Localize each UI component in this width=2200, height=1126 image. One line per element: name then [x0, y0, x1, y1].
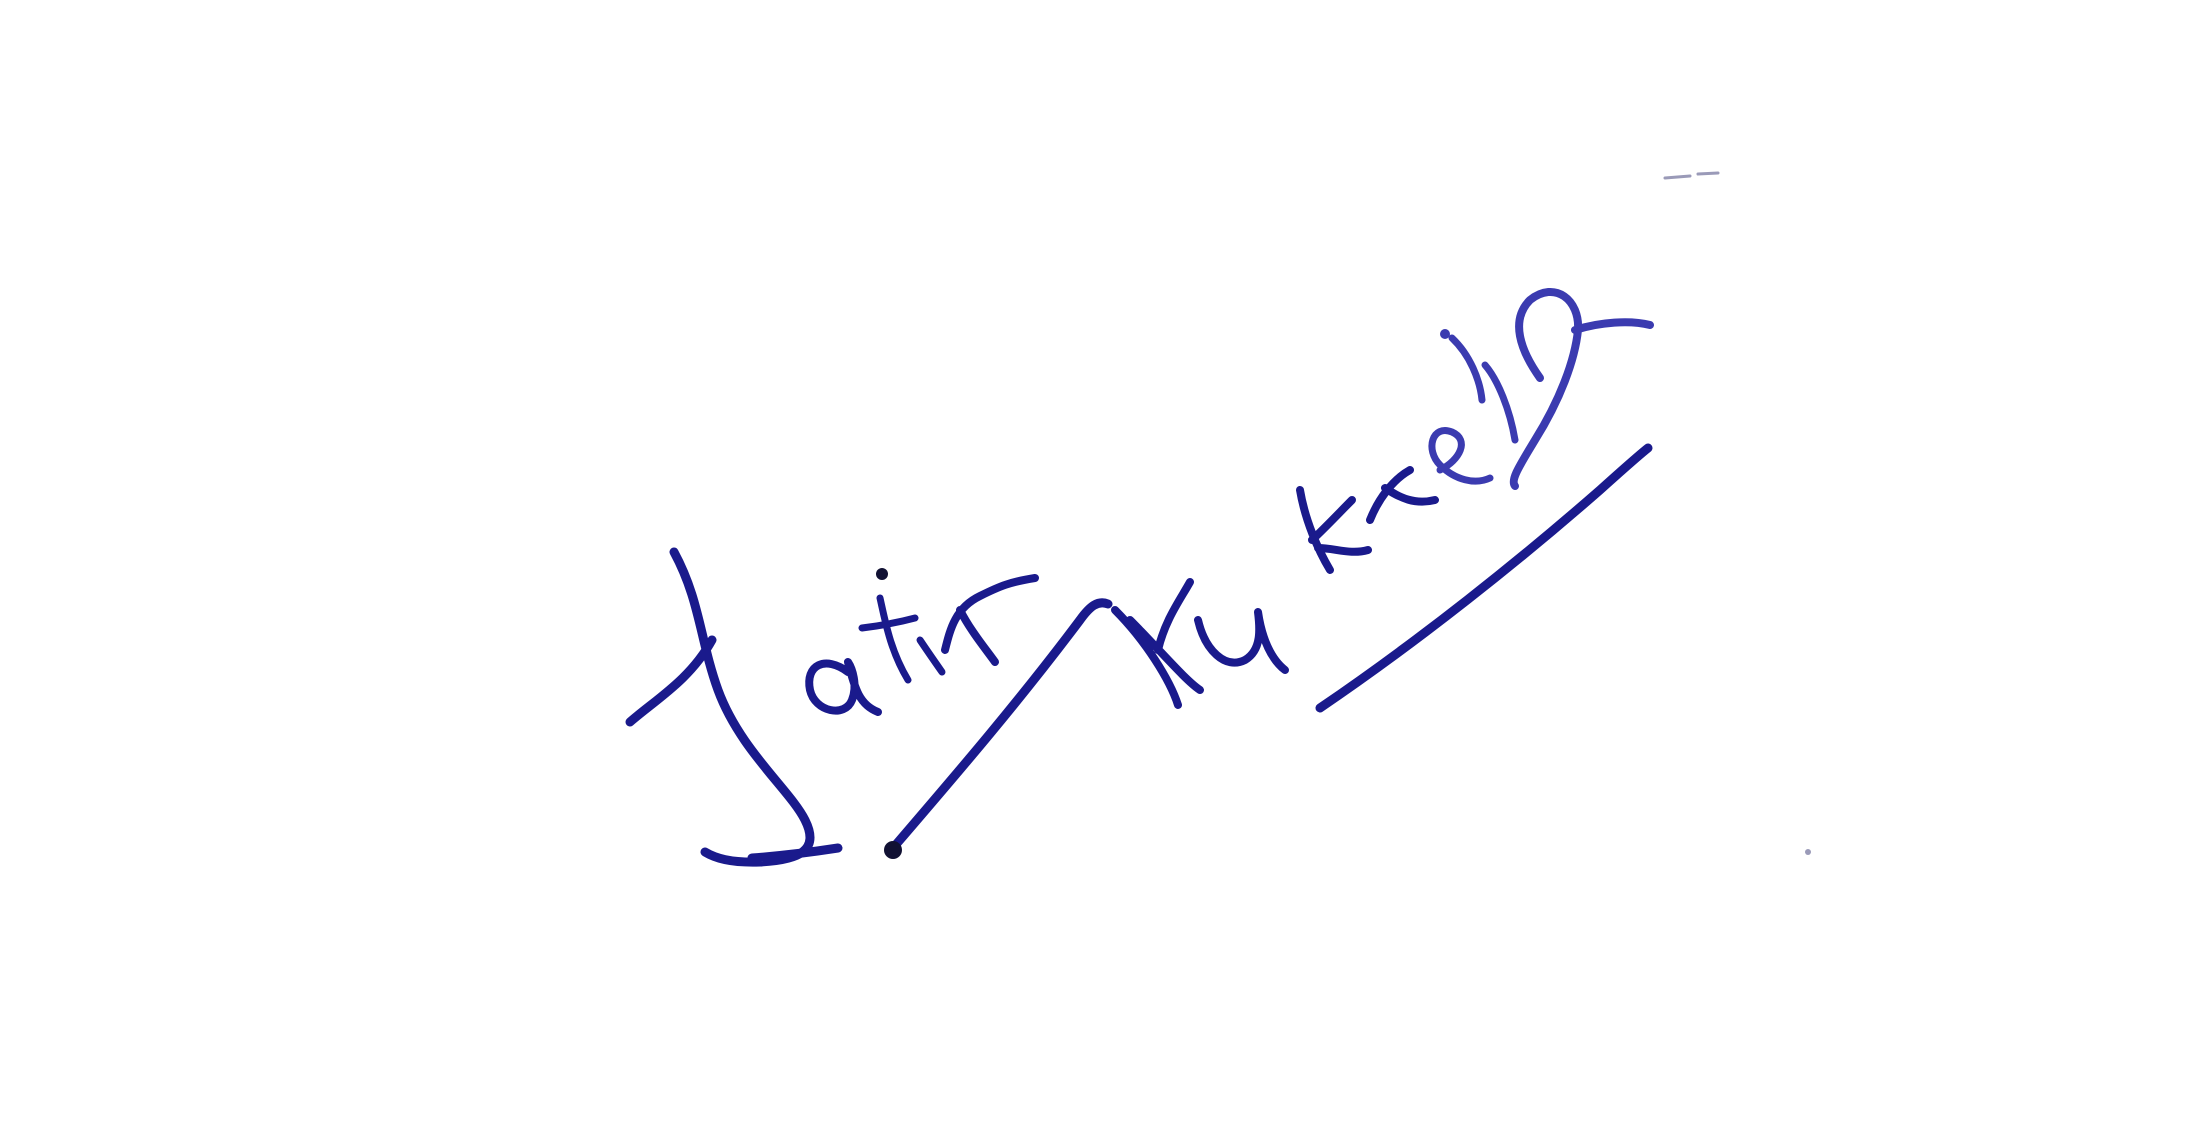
stroke-letter-r [1370, 470, 1435, 520]
stroke-letter-j2 [1452, 338, 1515, 440]
stroke-letter-k [1115, 582, 1200, 705]
stroke-letter-a2 [1514, 292, 1650, 486]
stroke-letter-n [945, 578, 1035, 662]
stroke-letter-a [809, 662, 878, 712]
stray-mark-top-right [1665, 173, 1718, 178]
stray-dot-right [1805, 849, 1811, 855]
stroke-letter-t [862, 598, 915, 680]
dot-letter-i [876, 568, 888, 580]
stroke-letter-j [630, 552, 838, 862]
stroke-underline [1320, 448, 1648, 708]
stroke-letter-k2 [1300, 490, 1368, 570]
dot-start [884, 841, 902, 859]
dot-letter-j [1440, 329, 1450, 339]
signature-ink [630, 173, 1811, 862]
stroke-connector [893, 603, 1108, 848]
stroke-letter-i [920, 640, 942, 672]
stroke-letter-u [1198, 612, 1285, 670]
stroke-letter-e [1432, 431, 1490, 482]
